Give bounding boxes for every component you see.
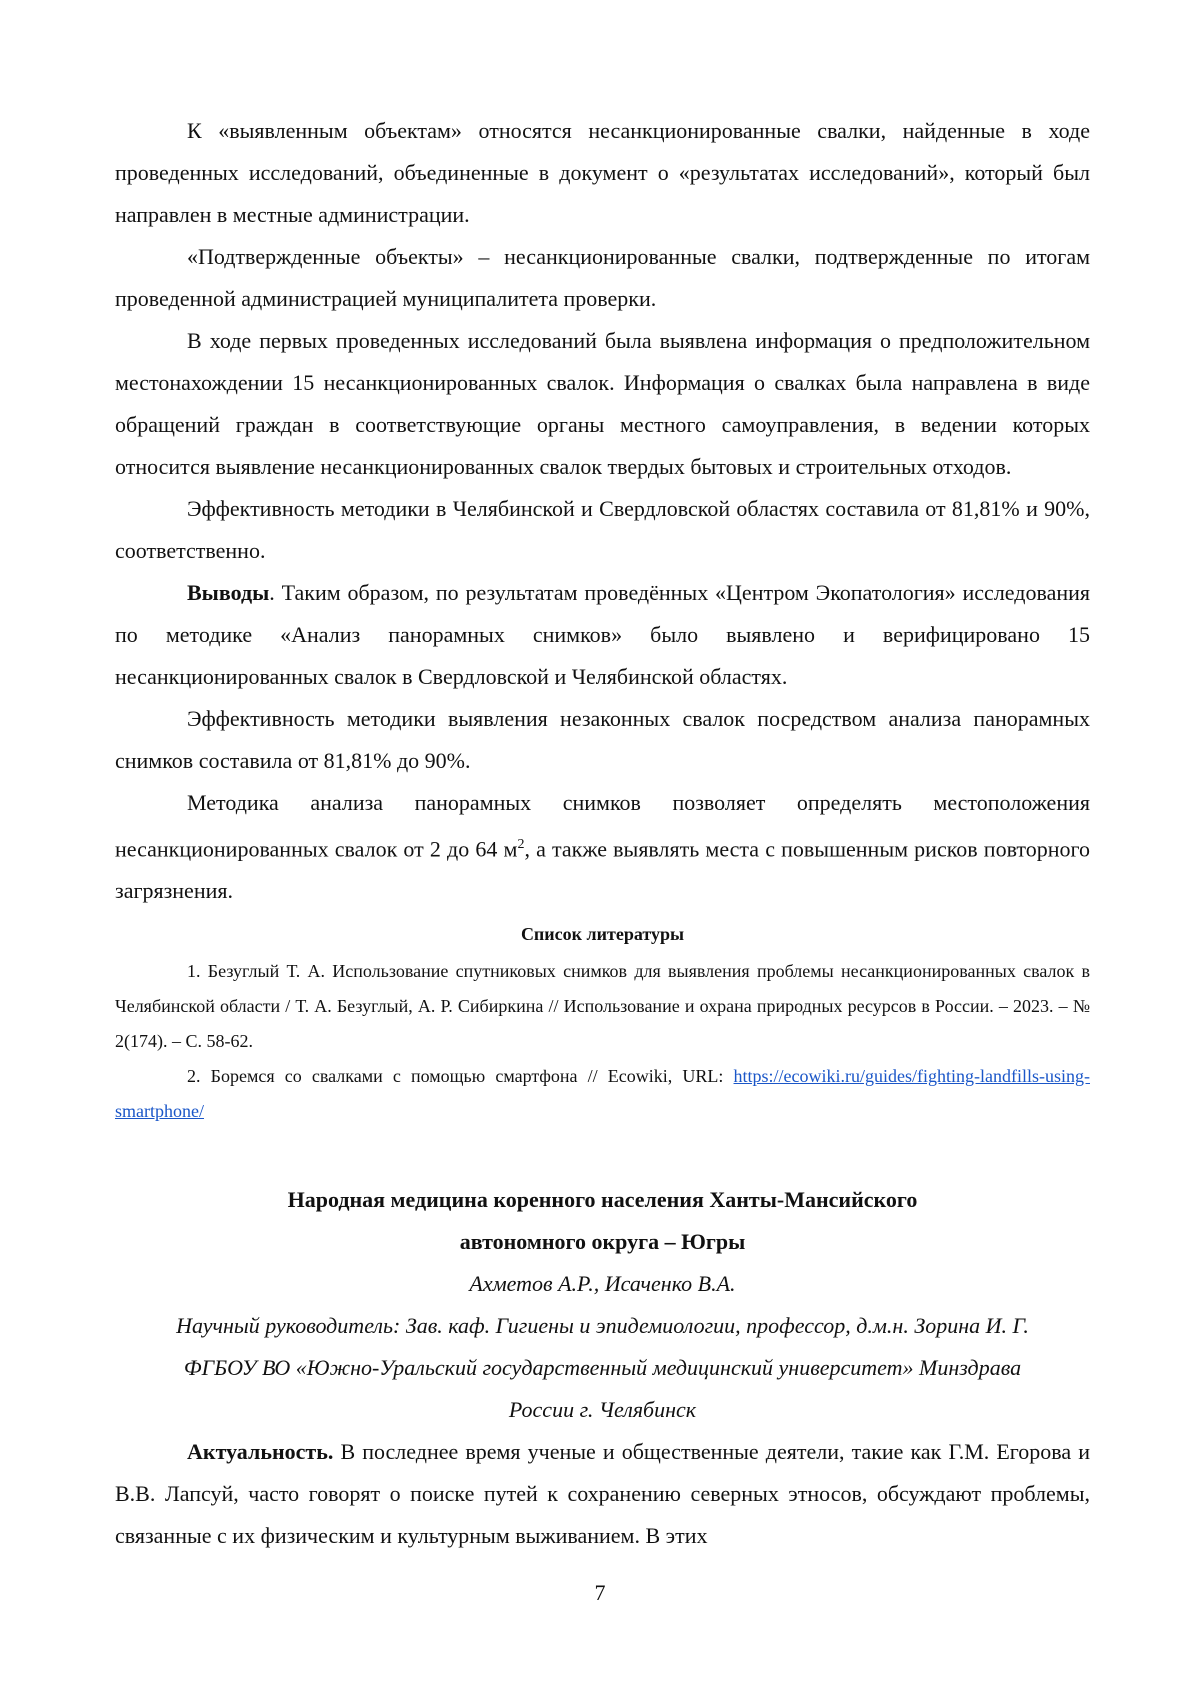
article-title-line-2: автономного округа – Югры bbox=[115, 1221, 1090, 1263]
reference-1: 1. Безуглый Т. А. Использование спутниковых снимков для выявления проблемы несанкционированных свалок в Челябинской области / Т. А. Безуглый, А. Р. Сибиркина // Использование и охрана природных ресурсов в России. – 2023. – № 2(174). – С. 58-62. bbox=[115, 954, 1090, 1059]
paragraph-method-efficiency: Эффективность методики выявления незаконных свалок посредством анализа панорамных снимков составила от 81,81% до 90%. bbox=[115, 698, 1090, 782]
method-text-after: , а также выявлять места с повышенным рисков повторного загрязнения. bbox=[115, 836, 1090, 903]
article-title-line-1: Народная медицина коренного населения Ханты-Мансийского bbox=[115, 1179, 1090, 1221]
paragraph-relevance bbox=[115, 1431, 1090, 1557]
body-text bbox=[115, 110, 1090, 1557]
document-page bbox=[0, 0, 1200, 1698]
paragraph-identified-objects: К «выявленным объектам» относятся несанкционированные свалки, найденные в ходе проведенных исследований, объединенные в документ о «результатах исследований», который был направлен в местные администрации. bbox=[115, 110, 1090, 236]
reference-2-text: 2. Боремся со свалками с помощью смартфона // Ecowiki, URL: bbox=[187, 1066, 734, 1086]
conclusions-label: Выводы bbox=[187, 580, 269, 605]
article-institution-line-2: России г. Челябинск bbox=[115, 1389, 1090, 1431]
conclusions-text: . Таким образом, по результатам проведённых «Центром Экопатология» исследования по методике «Анализ панорамных снимков» было выявлено и верифицировано 15 несанкционированных свалок в Свердловской и Челябинской областях. bbox=[115, 580, 1090, 689]
reference-2-link[interactable]: https://ecowiki.ru/guides/fighting-landfills-using-smartphone/ bbox=[115, 1066, 1090, 1121]
relevance-label: Актуальность. bbox=[187, 1439, 333, 1464]
paragraph-first-research: В ходе первых проведенных исследований была выявлена информация о предположительном местонахождении 15 несанкционированных свалок. Информация о свалках была направлена в виде обращений граждан в соответствующие органы местного самоуправления, в ведении которых относится выявление несанкционированных свалок твердых бытовых и строительных отходов. bbox=[115, 320, 1090, 488]
paragraph-efficiency: Эффективность методики в Челябинской и Свердловской областях составила от 81,81% и 90%, соответственно. bbox=[115, 488, 1090, 572]
paragraph-method-description bbox=[115, 782, 1090, 912]
relevance-text: В последнее время ученые и общественные деятели, такие как Г.М. Егорова и В.В. Лапсуй, часто говорят о поиске путей к сохранению северных этносов, обсуждают проблемы, связанные с их физическим и культурным выживанием. В этих bbox=[115, 1439, 1090, 1548]
article-authors: Ахметов А.Р., Исаченко В.А. bbox=[115, 1263, 1090, 1305]
references-title: Список литературы bbox=[115, 920, 1090, 948]
article-supervisor: Научный руководитель: Зав. каф. Гигиены и эпидемиологии, профессор, д.м.н. Зорина И. Г. bbox=[105, 1305, 1100, 1347]
article-institution-line-1: ФГБОУ ВО «Южно-Уральский государственный медицинский университет» Минздрава bbox=[115, 1347, 1090, 1389]
paragraph-confirmed-objects: «Подтвержденные объекты» – несанкционированные свалки, подтвержденные по итогам проведенной администрацией муниципалитета проверки. bbox=[115, 236, 1090, 320]
paragraph-conclusions bbox=[115, 572, 1090, 698]
page-number: 7 bbox=[0, 1578, 1200, 1608]
method-text-before: Методика анализа панорамных снимков позволяет определять местоположения несанкционированных свалок от 2 до 64 м bbox=[115, 790, 1090, 861]
reference-2 bbox=[115, 1059, 1090, 1129]
method-superscript: 2 bbox=[517, 837, 524, 852]
article-title bbox=[115, 1179, 1090, 1263]
